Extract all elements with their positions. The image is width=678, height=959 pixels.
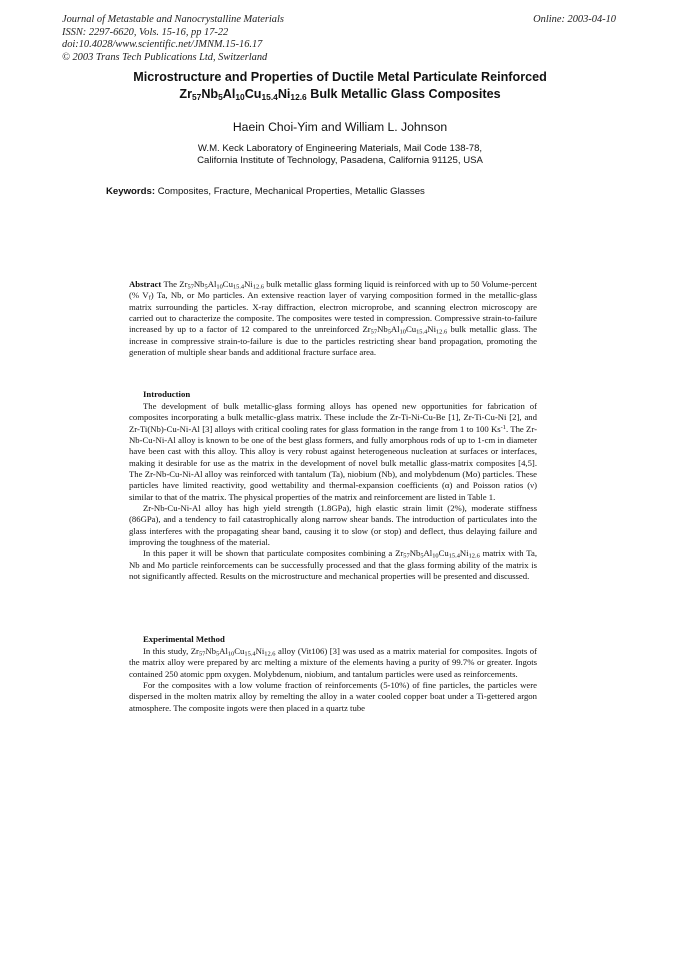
doi-line[interactable]: doi:10.4028/www.scientific.net/JMNM.15-16.17: [62, 39, 263, 51]
intro-paragraph-3: In this paper it will be shown that particulate composites combining a $Zr_{57}Nb_5Al_{10}Cu_{15.4}Ni_{12.6}$ matrix with Ta, Nb and Mo particle reinforcements can be successfully processed and that the glass forming ability of the matrix is not significantly affected. Results on the microstructure and mechanical properties will be presented and discussed.: [129, 548, 537, 582]
paper-title-line-1: Microstructure and Properties of Ductile Metal Particulate Reinforced: [133, 70, 547, 84]
section-heading-introduction: Introduction: [143, 389, 191, 399]
paper-title-line-2: $Zr_{57}Nb_5Al_{10}Cu_{15.4}Ni_{12.6}$ Bulk Metallic Glass Composites: [179, 87, 501, 102]
copyright-line: © 2003 Trans Tech Publications Ltd, Switzerland: [62, 51, 268, 63]
abstract-paragraph: Abstract The $Zr_{57}Nb_5Al_{10}Cu_{15.4}Ni_{12.6}$ bulk metallic glass forming liquid is reinforced with up to 50 Volume-percent (% $V_f$) Ta, Nb, or Mo particles. An extensive reaction layer of varying composition formed in the metallic-glass matrix surrounding the particles. X-ray diffraction, electron microprobe, and scanning electron microscopy are carried out to characterize the composite. The composites were tested in compression. Compressive strain-to-failure increased by up to a factor of 12 compared to the unreinforced $Zr_{57}Nb_5Al_{10}Cu_{15.4}Ni_{12.6}$ bulk metallic glass. The increase in compressive strain-to-failure is due to the particles restricting shear band propagation, promoting the generation of multiple shear bands and additional fracture surface area.: [129, 279, 538, 358]
abstract-label: Abstract: [129, 279, 162, 289]
introduction-section: [129, 401, 537, 583]
keywords: Keywords: Composites, Fracture, Mechanical Properties, Metallic Glasses: [106, 186, 425, 197]
intro-paragraph-2: Zr-Nb-Cu-Ni-Al alloy has high yield strength (1.8GPa), high elastic strain limit (2%), moderate stiffness (86GPa), and a tendency to fail catastrophically along narrow shear bands. The introduction of particulates into the glass interferes with the propagating shear band, causing it to slow (or stop) and deflect, thus delaying failure and improving the toughness of the material.: [129, 503, 537, 548]
experimental-section: [129, 646, 537, 714]
affiliation-line-1: W.M. Keck Laboratory of Engineering Materials, Mail Code 138-78,: [197, 143, 483, 154]
abstract: [129, 279, 537, 358]
journal-header: [62, 14, 622, 64]
alloy-formula: $Zr_{57}Nb_5Al_{10}Cu_{15.4}Ni_{12.6}$: [395, 548, 480, 561]
authors: Haein Choi-Yim and William L. Johnson: [232, 120, 448, 134]
alloy-formula: $Zr_{57}Nb_5Al_{10}Cu_{15.4}Ni_{12.6}$: [179, 279, 264, 291]
section-heading-experimental: Experimental Method: [143, 634, 225, 644]
alloy-formula: $Zr_{57}Nb_5Al_{10}Cu_{15.4}Ni_{12.6}$: [179, 87, 307, 102]
alloy-formula: $Zr_{57}Nb_5Al_{10}Cu_{15.4}Ni_{12.6}$: [362, 324, 448, 336]
intro-paragraph-1: The development of bulk metallic-glass forming alloys has opened new opportunities for fabrication of composites incorporating a bulk metallic-glass matrix. These include the Zr-Ti-Ni-Cu-Be [1], Zr-Ti-Cu-Ni [2], and Zr-Ti(Nb)-Cu-Ni-Al [3] alloys with critical cooling rates for glass formation in the range from 1 to 100 $Ks^{-1}$. The Zr-Nb-Cu-Ni-Al alloy is known to be one of the best glass formers, and fully amorphous rods of up to 1-cm in diameter have been cast with this alloy. This alloy is very robust against heterogeneous nucleation at surfaces or interfaces, making it desirable for use as the matrix in the development of novel bulk metallic glass-matrix composites [4,5]. The Zr-Nb-Cu-Ni-Al alloy was reinforced with tantalum (Ta), niobium (Nb), and molybdenum (Mo) particles. These particles have limited reactivity, good wettability and thermal-expansion coefficients (α) and Poisson ratios (ν) similar to that of the matrix. The physical properties of the matrix and reinforcement are listed in Table 1.: [129, 401, 537, 502]
journal-name: Journal of Metastable and Nanocrystalline Materials: [62, 14, 284, 25]
alloy-formula: $Zr_{57}Nb_5Al_{10}Cu_{15.4}Ni_{12.6}$: [190, 646, 276, 658]
online-date: Online: 2003-04-10: [533, 14, 616, 25]
exp-paragraph-2: For the composites with a low volume fraction of reinforcements (5-10%) of fine particles, the particles were dispersed in the molten matrix alloy by remelting the alloy in a water cooled copper boat under a Ti-gettered argon atmosphere. The composite ingots were then placed in a quartz tube: [129, 680, 537, 713]
exp-paragraph-1: In this study, $Zr_{57}Nb_5Al_{10}Cu_{15.4}Ni_{12.6}$ alloy (Vit106) [3] was used as a matrix material for composites. Ingots of the matrix alloy were prepared by arc melting a mixture of the elements having a purity of 99.7% or greater. Ingots contained 250 atomic ppm oxygen. Molybdenum, niobium, and tantalum particles were used as reinforcements.: [129, 646, 537, 679]
affiliation-line-2: California Institute of Technology, Pasadena, California 91125, USA: [197, 155, 483, 166]
issn-line: ISSN: 2297-6620, Vols. 15-16, pp 17-22: [62, 26, 229, 38]
